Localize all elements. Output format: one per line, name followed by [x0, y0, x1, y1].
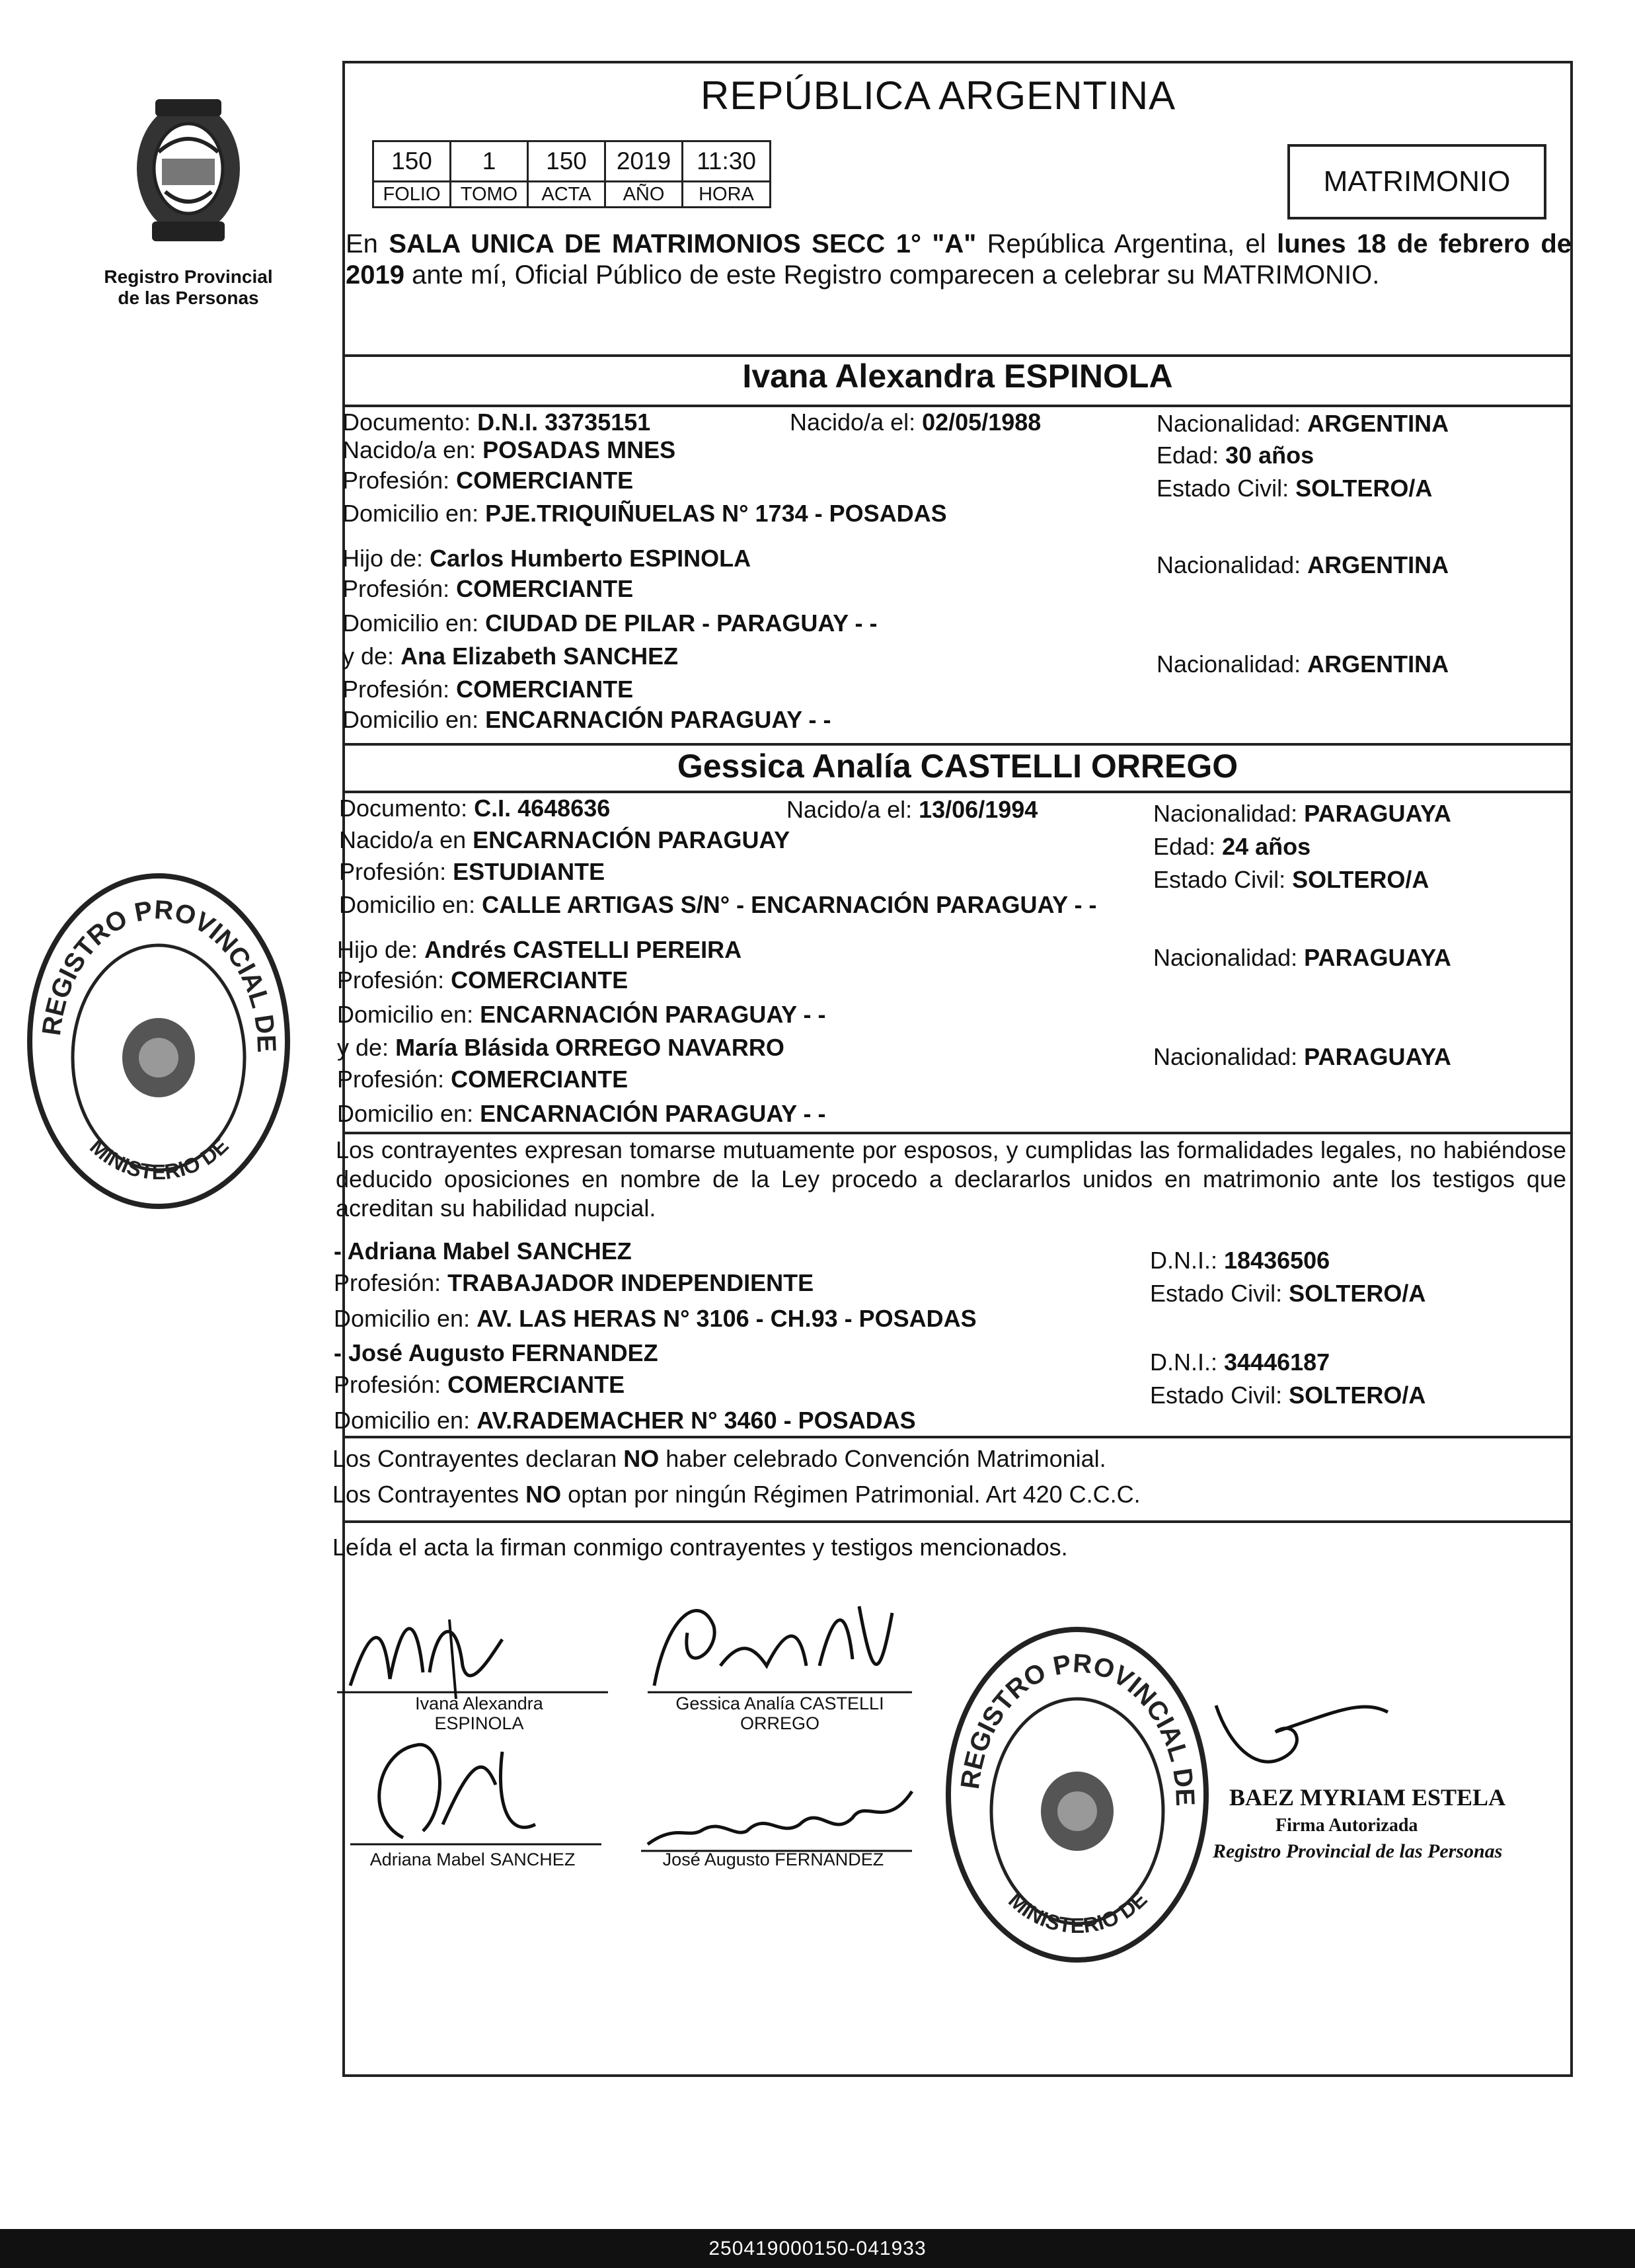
- spouse1-mother-profession: Profesión: COMERCIANTE: [342, 676, 634, 703]
- witness2-profession: Profesión: COMERCIANTE: [334, 1371, 625, 1398]
- hora-label: HORA: [683, 182, 771, 208]
- spouse2-father: Hijo de: Andrés CASTELLI PEREIRA: [337, 936, 742, 963]
- folio-value: 150: [373, 141, 451, 182]
- acta-value: 150: [528, 141, 605, 182]
- witness1-civil-status: Estado Civil: SOLTERO/A: [1150, 1280, 1426, 1307]
- stamp-outer-text: REGISTRO PROVINCIAL DE: [36, 895, 282, 1053]
- spouse2-documento: Documento: C.I. 4648636: [339, 795, 611, 822]
- witness2-name: - José Augusto FERNANDEZ: [334, 1339, 658, 1366]
- spouse1-mother: y de: Ana Elizabeth SANCHEZ: [342, 643, 679, 670]
- spouse1-birthdate: Nacido/a el: 02/05/1988: [790, 409, 1042, 436]
- spouse2-birthplace: Nacido/a en ENCARNACIÓN PARAGUAY: [339, 826, 790, 853]
- hora-value: 11:30: [683, 141, 771, 182]
- stamp-bottom-text: MINISTERIO DE: [85, 1133, 233, 1185]
- spouse2-mother-nationality: Nacionalidad: PARAGUAYA: [1153, 1043, 1451, 1070]
- convention-line-2: Los Contrayentes NO optan por ningún Régimen Patrimonial. Art 420 C.C.C.: [332, 1481, 1141, 1508]
- spouse1-father-address: Domicilio en: CIUDAD DE PILAR - PARAGUAY - -: [342, 609, 878, 637]
- spouse1-father-profession: Profesión: COMERCIANTE: [342, 575, 634, 602]
- spouse2-profession: Profesión: ESTUDIANTE: [339, 858, 605, 885]
- official-signature-drawing: [1203, 1692, 1401, 1798]
- witness2-dni: D.N.I.: 34446187: [1150, 1349, 1330, 1376]
- signature-3-caption: Adriana Mabel SANCHEZ: [369, 1850, 576, 1869]
- spouse1-mother-address: Domicilio en: ENCARNACIÓN PARAGUAY - -: [342, 706, 831, 733]
- logo-caption: Registro Provincial de las Personas: [104, 266, 273, 308]
- spouse1-documento: Documento: D.N.I. 33735151: [342, 409, 651, 436]
- tomo-label: TOMO: [451, 182, 528, 208]
- spouse2-name: Gessica Analía CASTELLI ORREGO: [677, 748, 1238, 785]
- stamp-right-outer-text: REGISTRO PROVINCIAL DE: [955, 1649, 1200, 1807]
- spouse1-mother-nationality: Nacionalidad: ARGENTINA: [1157, 650, 1449, 678]
- witness1-profession: Profesión: TRABAJADOR INDEPENDIENTE: [334, 1269, 814, 1296]
- spouse1-birthplace: Nacido/a en: POSADAS MNES: [342, 436, 676, 463]
- signature-1-caption: Ivana Alexandra ESPINOLA: [415, 1694, 543, 1733]
- anio-label: AÑO: [605, 182, 683, 208]
- witness1-dni: D.N.I.: 18436506: [1150, 1247, 1330, 1274]
- ceremony-date: lunes 18 de febrero de 2019: [346, 229, 1572, 290]
- official-name: BAEZ MYRIAM ESTELA: [1229, 1784, 1506, 1811]
- signature-2-caption: Gessica Analía CASTELLI ORREGO: [675, 1694, 884, 1733]
- spouse2-nationality: Nacionalidad: PARAGUAYA: [1153, 800, 1451, 827]
- spouse2-age: Edad: 24 años: [1153, 833, 1311, 860]
- spouse1-profession: Profesión: COMERCIANTE: [342, 467, 634, 494]
- official-stamp-right: [932, 1613, 1223, 1973]
- official-role: Firma Autorizada: [1275, 1815, 1418, 1836]
- spouse2-mother: y de: María Blásida ORREGO NAVARRO: [337, 1034, 784, 1061]
- tomo-value: 1: [451, 141, 528, 182]
- spouse1-nationality: Nacionalidad: ARGENTINA: [1157, 410, 1449, 437]
- spouse2-mother-address: Domicilio en: ENCARNACIÓN PARAGUAY - -: [337, 1100, 826, 1127]
- witness1-address: Domicilio en: AV. LAS HERAS N° 3106 - CH.93 - POSADAS: [334, 1305, 977, 1332]
- registry-table: [372, 140, 771, 208]
- declaration-text: Los contrayentes expresan tomarse mutuamente por esposos, y cumplidas las formalidades legales, no habiéndose deducido oposiciones en nombre de la Ley procedo a declararlos unidos en matrimonio ante los testigos que acreditan su habilidad nupcial.: [336, 1136, 1566, 1222]
- spouse1-civil-status: Estado Civil: SOLTERO/A: [1157, 475, 1433, 502]
- signature-2-drawing: [641, 1586, 919, 1705]
- spouse2-mother-profession: Profesión: COMERCIANTE: [337, 1066, 628, 1093]
- spouse1-name: Ivana Alexandra ESPINOLA: [742, 358, 1173, 395]
- witness1-name: - Adriana Mabel SANCHEZ: [334, 1237, 632, 1265]
- office-name: SALA UNICA DE MATRIMONIOS SECC 1° "A": [389, 229, 977, 258]
- folio-label: FOLIO: [373, 182, 451, 208]
- spouse2-father-address: Domicilio en: ENCARNACIÓN PARAGUAY - -: [337, 1001, 826, 1028]
- signature-4-caption: José Augusto FERNANDEZ: [662, 1850, 884, 1869]
- closing-text: Leída el acta la firman conmigo contrayentes y testigos mencionados.: [332, 1534, 1068, 1561]
- convention-line-1: Los Contrayentes declaran NO haber celebrado Convención Matrimonial.: [332, 1445, 1106, 1472]
- stamp-right-bottom-text: MINISTERIO DE: [1004, 1887, 1152, 1938]
- witness2-civil-status: Estado Civil: SOLTERO/A: [1150, 1382, 1426, 1409]
- spouse1-age: Edad: 30 años: [1157, 442, 1314, 469]
- signature-1-drawing: [330, 1600, 621, 1705]
- province-crest-icon: [99, 86, 278, 258]
- spouse1-father-nationality: Nacionalidad: ARGENTINA: [1157, 551, 1449, 578]
- acta-label: ACTA: [528, 182, 605, 208]
- spouse1-address: Domicilio en: PJE.TRIQUIÑUELAS N° 1734 - POSADAS: [342, 500, 947, 527]
- spouse2-father-profession: Profesión: COMERCIANTE: [337, 966, 628, 994]
- logo: [99, 86, 278, 311]
- spouse2-civil-status: Estado Civil: SOLTERO/A: [1153, 866, 1429, 893]
- official-stamp-left: [13, 859, 304, 1220]
- witness2-address: Domicilio en: AV.RADEMACHER N° 3460 - POSADAS: [334, 1407, 916, 1434]
- intro-paragraph: En SALA UNICA DE MATRIMONIOS SECC 1° "A" República Argentina, el lunes 18 de febrero de 2019 ante mí, Oficial Público de este Registro comparecen a celebrar su MATRIMONIO.: [346, 229, 1572, 290]
- anio-value: 2019: [605, 141, 683, 182]
- spouse2-father-nationality: Nacionalidad: PARAGUAYA: [1153, 944, 1451, 971]
- footer-code: 250419000150-041933: [0, 2229, 1635, 2268]
- official-office: Registro Provincial de las Personas: [1213, 1840, 1503, 1862]
- spouse2-birthdate: Nacido/a el: 13/06/1994: [786, 796, 1038, 823]
- spouse1-father: Hijo de: Carlos Humberto ESPINOLA: [342, 545, 751, 572]
- signature-3-drawing: [337, 1725, 615, 1857]
- spouse2-address: Domicilio en: CALLE ARTIGAS S/N° - ENCARNACIÓN PARAGUAY - -: [339, 891, 1097, 918]
- document-type-box: MATRIMONIO: [1287, 144, 1546, 219]
- page-title: REPÚBLICA ARGENTINA: [701, 73, 1176, 118]
